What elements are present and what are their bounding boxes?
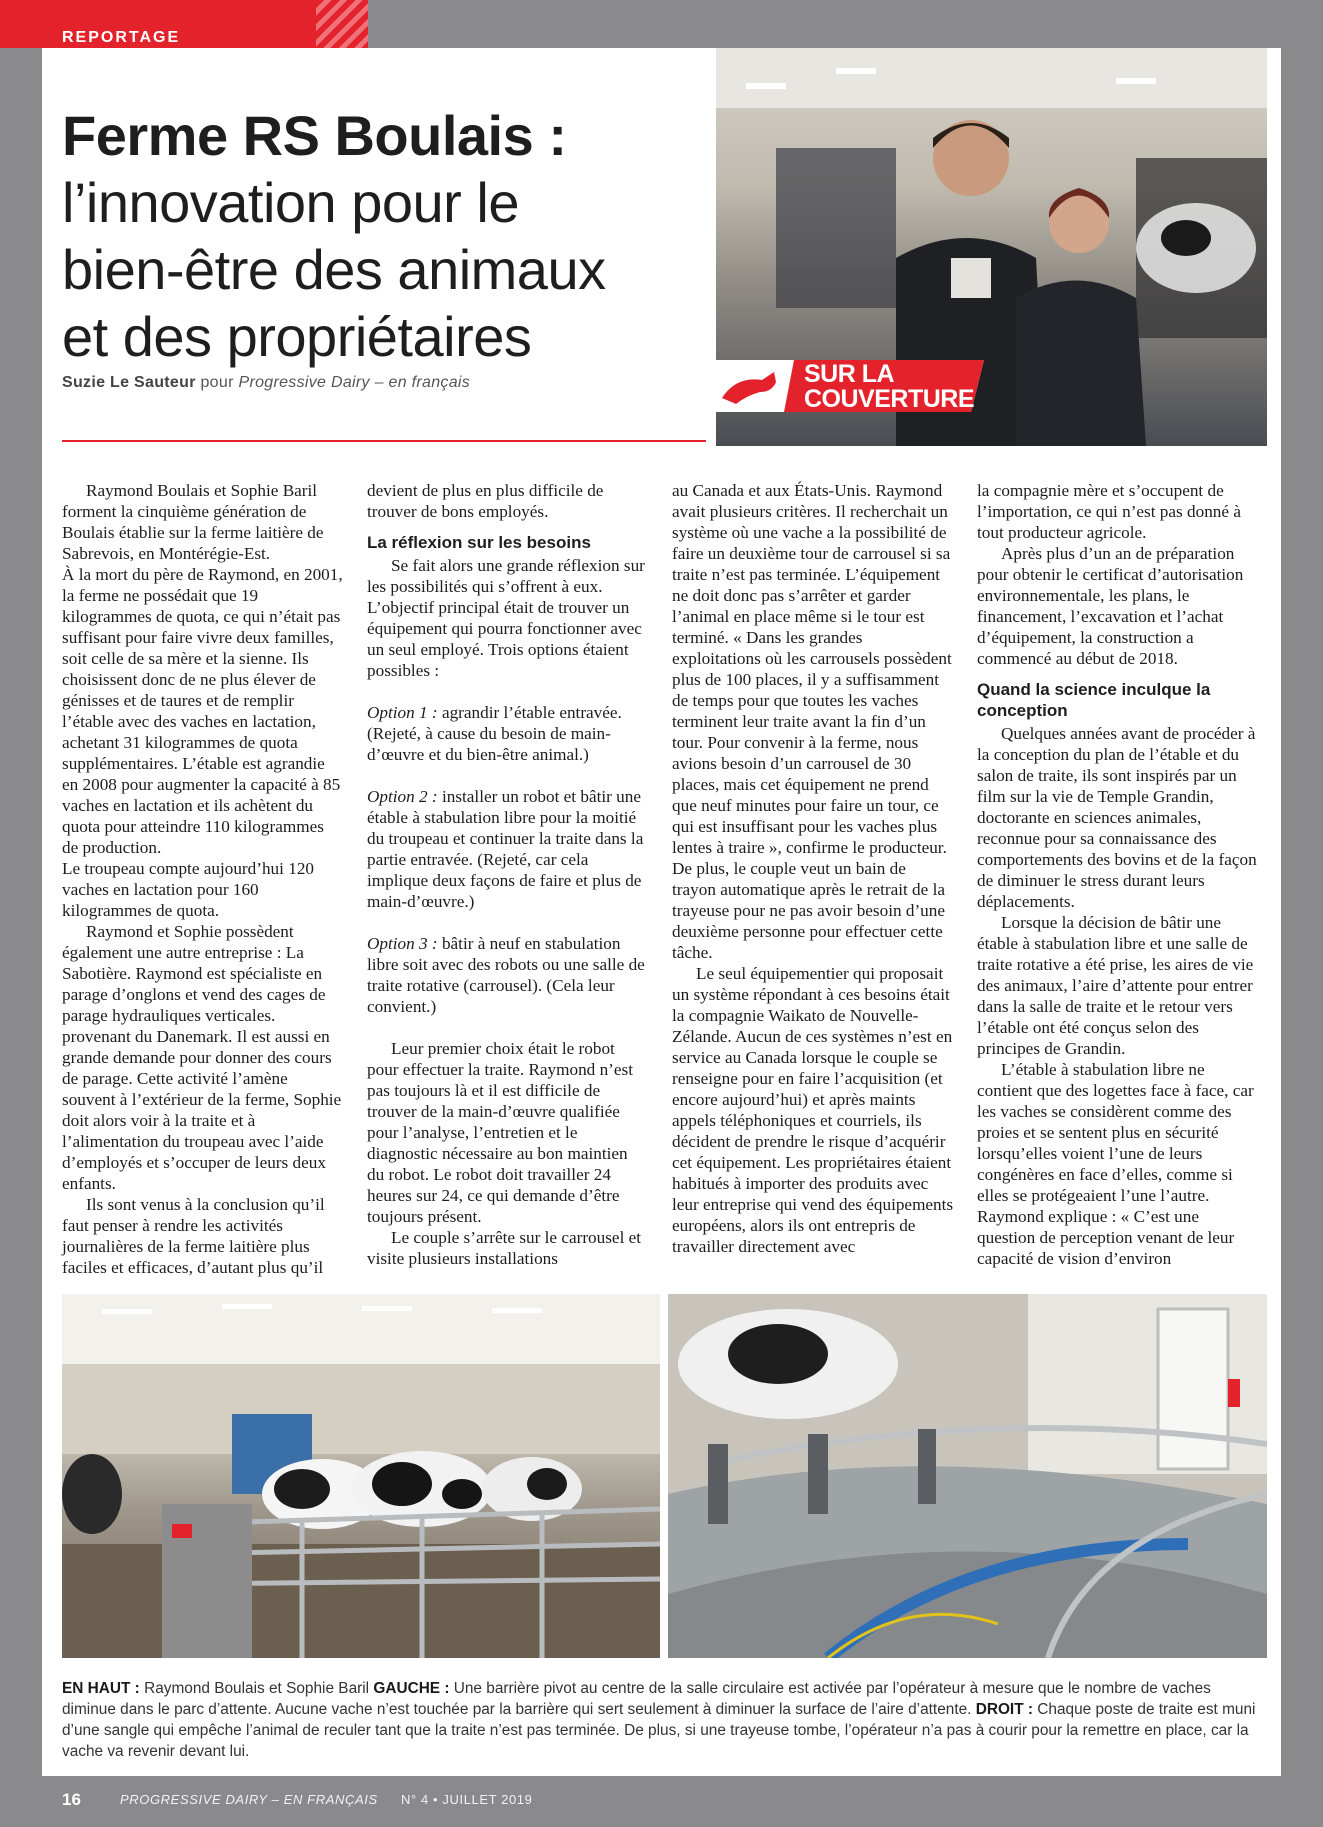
cover-badge-line-1: SUR LA (804, 360, 895, 388)
paragraph: Le couple s’arrête sur le carrousel et visite plusieurs installations (367, 1228, 642, 1268)
paragraph: Lorsque la décision de bâtir une étable à stabulation libre et une salle de traite rotative a été prise, les aires de vie des animaux, l’aire d’attente pour entrer dans la salle de traite et le retour vers l’étable ont été conçus selon des principes de Grandin. (977, 913, 1254, 1058)
paragraph: Se fait alors une grande réflexion sur les possibilités qui s’offrent à eux. L’objectif principal était de trouver un équipement qui pourra fonctionner avec un seul employé. Trois options étaient possibles : (367, 556, 645, 680)
title-bold-line: Ferme RS Boulais : (62, 104, 567, 167)
page-number: 16 (62, 1790, 81, 1809)
paragraph: devient de plus en plus difficile de trouver de bons employés. (367, 481, 604, 521)
option-label: Option 1 : (367, 703, 438, 722)
cover-photo-couple (716, 48, 1267, 446)
cover-badge-text (804, 362, 974, 412)
caption-key-left: GAUCHE : (373, 1680, 450, 1697)
option-text: bâtir à neuf en stabulation libre soit avec des robots ou une salle de traite rotative (carrousel). (Cela leur convient.) (367, 934, 645, 1016)
section-tag (0, 0, 368, 48)
paragraph: L’étable à stabulation libre ne contient que des logettes face à face, car les vaches se considèrent comme des proies et se sentent plus en sécurité lorsqu’elles voient l’une de leurs congénères en face d’elles, comme si elles se protégeaient l’une l’autre. Raymond explique : « C’est une question de perception venant de leur capacité de vision d’environ (977, 1060, 1254, 1268)
byline (62, 374, 722, 392)
holding-pen-illustration (62, 1294, 660, 1658)
option-text: installer un robot et bâtir une étable à stabulation libre pour la moitié du troupeau et continuer la traite dans la partie entravée. (Rejeté, car cela implique deux façons de faire et plus de main-d’œuvre.) (367, 787, 644, 911)
cover-badge-line-2: COUVERTURE (804, 385, 975, 413)
article-page (42, 48, 1281, 1776)
photo-rotary-parlour (668, 1294, 1267, 1658)
option-3 (367, 933, 649, 1017)
byline-publication: Progressive Dairy – en français (238, 374, 471, 391)
option-label: Option 3 : (367, 934, 438, 953)
paragraph: À la mort du père de Raymond, en 2001, la ferme ne possédait que 19 kilogrammes de quota, ce qui n’était pas suffisant pour faire vivre deux familles, soit celle de sa mère et la sienne. Ils choisissent donc de ne plus élever de génisses et de taures et de remplir l’étable avec des vaches en lactation, achetant 31 kilogrammes de quota supplémentaires. L’étable est agrandie en 2008 pour augmenter la capacité à 85 vaches en lactation et ils achètent du quota pour atteindre 110 kilogrammes de production. (62, 565, 343, 857)
section-heading: La réflexion sur les besoins (367, 533, 591, 552)
option-1 (367, 702, 649, 765)
option-2 (367, 786, 649, 912)
caption-text-right: Chaque poste de traite est muni d’une sangle qui empêche l’animal de reculer tant que la traite n’est pas terminée. De plus, si une trayeuse tombe, l’opérateur n’a pas à courir pour la remettre en place, car la vache va revenir devant lui. (62, 1701, 1256, 1760)
byline-pour: pour (200, 374, 234, 391)
title-line-3: et des propriétaires (62, 305, 532, 368)
column-4 (977, 480, 1259, 1269)
tag-stripes (316, 0, 368, 48)
section-heading: Quand la science inculque la conception (977, 680, 1211, 720)
paragraph: Leur premier choix était le robot pour effectuer la traite. Raymond n’est pas toujours là et il est difficile de trouver de la main-d’œuvre qualifiée pour l’analyse, l’entretien et le diagnostic nécessaire au bon maintien du robot. Le robot doit travailler 24 heures sur 24, ce qui demande d’être toujours présent. (367, 1039, 633, 1226)
page-footer (0, 1776, 1323, 1827)
column-2 (367, 480, 649, 1269)
option-text: agrandir l’étable entravée. (Rejeté, à cause du besoin de main-d’œuvre et du bien-être animal.) (367, 703, 622, 764)
paragraph: Raymond Boulais et Sophie Baril forment la cinquième génération de Boulais établie sur la ferme laitière de Sabrevois, en Montérégie-Est. (62, 481, 324, 563)
title-line-1: l’innovation pour le (62, 171, 519, 234)
title-divider (62, 440, 706, 442)
column-1 (62, 480, 344, 1278)
paragraph: Quelques années avant de procéder à la conception du plan de l’étable et du salon de traite, ils sont inspirés par un film sur la vie de Temple Grandin, doctorante en sciences animales, reconnue pour sa connaissance des comportements des bovins et de la façon de diminuer le stress durant leurs déplacements. (977, 724, 1257, 911)
paragraph: Après plus d’un an de préparation pour obtenir le certificat d’autorisation environnementale, les plans, le financement, l’excavation et l’achat d’équipement, la construction a commencé au début de 2018. (977, 544, 1244, 668)
cover-badge (716, 358, 984, 414)
caption-key-top: EN HAUT : (62, 1680, 140, 1697)
caption-key-right: DROIT : (975, 1701, 1033, 1718)
article-title (62, 102, 722, 370)
photo-holding-pen (62, 1294, 660, 1658)
column-3 (672, 480, 954, 1257)
byline-author: Suzie Le Sauteur (62, 374, 196, 391)
photo-captions (62, 1678, 1267, 1762)
paragraph: Raymond et Sophie possèdent également une autre entreprise : La Sabotière. Raymond est spécialiste en parage d’onglons et vend des cages de parage hydrauliques verticales. provenant du Danemark. Il est aussi en grande demande pour donner des cours de parage. Cette activité l’amène souvent à l’extérieur de la ferme, Sophie doit alors voir à la traite et à l’alimentation du troupeau avec l’aide d’employés et s’occuper de leurs deux enfants. (62, 922, 342, 1193)
paragraph: au Canada et aux États-Unis. Raymond avait plusieurs critères. Il recherchait un système où une vache a la possibilité de faire un deuxième tour de carrousel si sa traite n’est pas terminée. L’équipement ne doit donc pas s’arrêter et garder l’animal en place même si le tour est terminé. « Dans les grandes exploitations où les carrousels possèdent plus de 100 places, il y a suffisamment de temps pour que toutes les vaches terminent leur traite avant la fin d’un tour. Pour convenir à la ferme, nous avions besoin d’un carrousel de 30 places, mais cet équipement ne prend que neuf minutes pour faire un tour, ce qui est insuffisant pour les vaches plus lentes à traire », confirme le producteur. De plus, le couple veut un bain de trayon automatique après le retrait de la trayeuse pour ne pas avoir besoin d’une deuxième personne pour effectuer cette tâche. (672, 481, 952, 962)
footer-issue: N° 4 • JUILLET 2019 (401, 1792, 533, 1807)
title-line-2: bien-être des animaux (62, 238, 606, 301)
caption-text-top: Raymond Boulais et Sophie Baril (139, 1680, 374, 1697)
section-tag-label: REPORTAGE (62, 29, 181, 46)
paragraph: Le seul équipementier qui proposait un système répondant à ces besoins était la compagnie Waikato de Nouvelle-Zélande. Aucun de ces systèmes n’est en service au Canada lorsque le couple se renseigne pour en faire l’acquisition (et encore aujourd’hui) et après maints appels téléphoniques et courriels, ils décident de prendre le risque d’acquérir cet équipement. Les propriétaires étaient habitués à importer des produits avec leur entreprise qui vend des équipements européens, alors ils ont entrepris de travailler directement avec (672, 964, 954, 1256)
footer-publication: PROGRESSIVE DAIRY – EN FRANÇAIS (120, 1792, 378, 1807)
option-label: Option 2 : (367, 787, 438, 806)
paragraph: la compagnie mère et s’occupent de l’importation, ce qui n’est pas donné à tout producteur agricole. (977, 481, 1241, 542)
article-body (62, 480, 1267, 1280)
rotary-parlour-illustration (668, 1294, 1267, 1658)
paragraph: Le troupeau compte aujourd’hui 120 vaches en lactation pour 160 kilogrammes de quota. (62, 859, 315, 920)
paragraph: Ils sont venus à la conclusion qu’il faut penser à rendre les activités journalières de la ferme laitière plus faciles et efficaces, d’autant plus qu’il (62, 1195, 325, 1277)
caption-text-left: Une barrière pivot au centre de la salle circulaire est activée par l’opérateur à mesure que le nombre de vaches diminue dans le parc d’attente. Aucune vache n’est touchée par la barrière qui sert seulement à diminuer la surface de l’aire d’attente. (62, 1680, 1211, 1718)
